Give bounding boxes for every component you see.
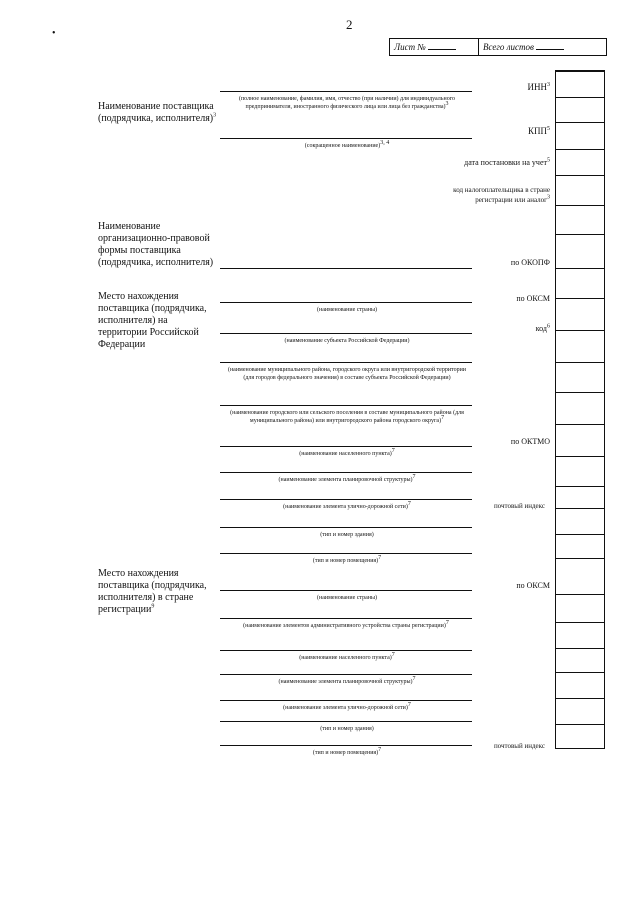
code-cell-divider xyxy=(556,97,604,98)
rf-room-caption: (тип и номер помещения)7 xyxy=(312,555,382,564)
org-form-label: Наименование организационно-правовой формы поставщика (подрядчика, исполнителя) xyxy=(98,221,214,268)
foreign-postal-code-label: почтовый индекс xyxy=(493,742,545,750)
sheet-number-blank[interactable] xyxy=(428,39,456,50)
code-cell-divider xyxy=(556,456,604,457)
rf-street-caption: (наименование элемента улично-дорожной сети)7 xyxy=(283,501,411,510)
foreign-country-field[interactable] xyxy=(220,590,472,591)
foreign-street-field[interactable] xyxy=(220,700,472,701)
supplier-short-name-caption: (сокращенное наименование)3, 4 xyxy=(304,140,390,149)
rf-locality-field[interactable] xyxy=(220,446,472,447)
postal-code-label: почтовый индекс xyxy=(493,502,545,510)
rf-planning-field[interactable] xyxy=(220,472,472,473)
org-form-field[interactable] xyxy=(220,268,472,269)
sheet-number-cell xyxy=(390,39,479,55)
code-cell-divider xyxy=(556,149,604,150)
supplier-short-name-field[interactable] xyxy=(220,138,472,139)
code-cell-divider xyxy=(556,362,604,363)
rf-settlement-field[interactable] xyxy=(220,405,472,406)
supplier-full-name-field[interactable] xyxy=(220,91,472,92)
code-cell-divider xyxy=(556,558,604,559)
rf-country-field[interactable] xyxy=(220,302,472,303)
inn-label: ИНН$^3$ xyxy=(527,82,550,92)
foreign-admin-caption: (наименование элементов административного устройства страны регистрации)7 xyxy=(243,620,449,629)
scan-mark: • xyxy=(52,28,56,39)
foreign-oksm-label: по ОКСМ xyxy=(516,581,550,590)
rf-country-caption: (наименование страны) xyxy=(316,307,378,313)
okopf-label: по ОКОПФ xyxy=(510,258,550,267)
code-cell-divider xyxy=(556,508,604,509)
foreign-planning-caption: (наименование элемента планировочной структуры)7 xyxy=(278,676,416,685)
rf-street-field[interactable] xyxy=(220,499,472,500)
foreign-locality-caption: (наименование населенного пункта)7 xyxy=(299,652,395,661)
foreign-building-field[interactable] xyxy=(220,721,472,722)
foreign-planning-field[interactable] xyxy=(220,674,472,675)
code-cell-divider xyxy=(556,122,604,123)
kpp-label: КПП$^5$ xyxy=(527,126,550,136)
rf-planning-caption: (наименование элемента планировочной структуры)7 xyxy=(278,474,416,483)
rf-settlement-caption: (наименование городского или сельского поселения в составе муниципального района (для муниципального района) или внутригородского района городского округа)7 xyxy=(230,410,464,424)
sheet-total-label: Всего листов xyxy=(483,42,534,52)
code-cell-divider xyxy=(556,298,604,299)
location-rf-label: Место нахождения поставщика (подрядчика, исполнителя) на территории Российской Федерации xyxy=(98,291,207,350)
foreign-room-caption: (тип и номер помещения)7 xyxy=(312,747,382,756)
oksm-label: по ОКСМ xyxy=(516,294,550,303)
code-cell-divider xyxy=(556,424,604,425)
foreign-admin-field[interactable] xyxy=(220,618,472,619)
rf-municipal-field[interactable] xyxy=(220,362,472,363)
code-cell-divider xyxy=(556,698,604,699)
code-cell-divider xyxy=(556,392,604,393)
rf-room-field[interactable] xyxy=(220,553,472,554)
rf-municipal-caption: (наименование муниципального района, городского округа или внутригородской территории (для городов федерального значения) в составе субъекта Российской Федерации) xyxy=(227,367,467,381)
rf-subject-field[interactable] xyxy=(220,333,472,334)
code-cell-divider xyxy=(556,234,604,235)
code-cell-divider xyxy=(556,268,604,269)
subject-code-label: код$^6$ xyxy=(535,323,550,333)
code-cell-divider xyxy=(556,672,604,673)
sheet-total-cell xyxy=(479,39,564,55)
code-cell-divider xyxy=(556,175,604,176)
rf-subject-caption: (наименование субъекта Российской Федерации) xyxy=(284,338,410,344)
sheet-counter-box xyxy=(389,38,607,56)
location-foreign-label: Место нахождения поставщика (подрядчика, исполнителя) в стране регистрации$^9$ xyxy=(98,568,207,615)
foreign-room-field[interactable] xyxy=(220,745,472,746)
foreign-taxpayer-code-label: код налогоплательщика в стране регистрации или аналог3 xyxy=(453,186,550,204)
code-cell-divider xyxy=(556,648,604,649)
registration-date-label: дата постановки на учет$^5$ xyxy=(464,157,550,167)
rf-building-field[interactable] xyxy=(220,527,472,528)
code-cell-divider xyxy=(556,205,604,206)
code-cell-divider xyxy=(556,622,604,623)
supplier-name-label: Наименование поставщика (подрядчика, исполнителя)$^3$ xyxy=(98,101,217,124)
code-cell-divider xyxy=(556,486,604,487)
foreign-locality-field[interactable] xyxy=(220,650,472,651)
oktmo-label: по ОКТМО xyxy=(510,437,550,446)
code-cell-divider xyxy=(556,534,604,535)
page-number: 2 xyxy=(346,17,353,32)
supplier-full-name-caption: (полное наименование, фамилия, имя, отчество (при наличии) для индивидуального предпринимателя, иностранного физического лица или лица без гражданства)3 xyxy=(238,96,456,110)
sheet-number-label: Лист № xyxy=(394,42,426,52)
codes-column[interactable] xyxy=(555,70,605,749)
code-cell-divider xyxy=(556,330,604,331)
rf-building-caption: (тип и номер здания) xyxy=(320,532,374,538)
code-cell-divider xyxy=(556,724,604,725)
foreign-country-caption: (наименование страны) xyxy=(316,595,378,601)
foreign-street-caption: (наименование элемента улично-дорожной сети)7 xyxy=(283,702,411,711)
foreign-building-caption: (тип и номер здания) xyxy=(320,726,374,732)
rf-locality-caption: (наименование населенного пункта)7 xyxy=(299,448,395,457)
code-cell-divider xyxy=(556,594,604,595)
sheet-total-blank[interactable] xyxy=(536,39,564,50)
